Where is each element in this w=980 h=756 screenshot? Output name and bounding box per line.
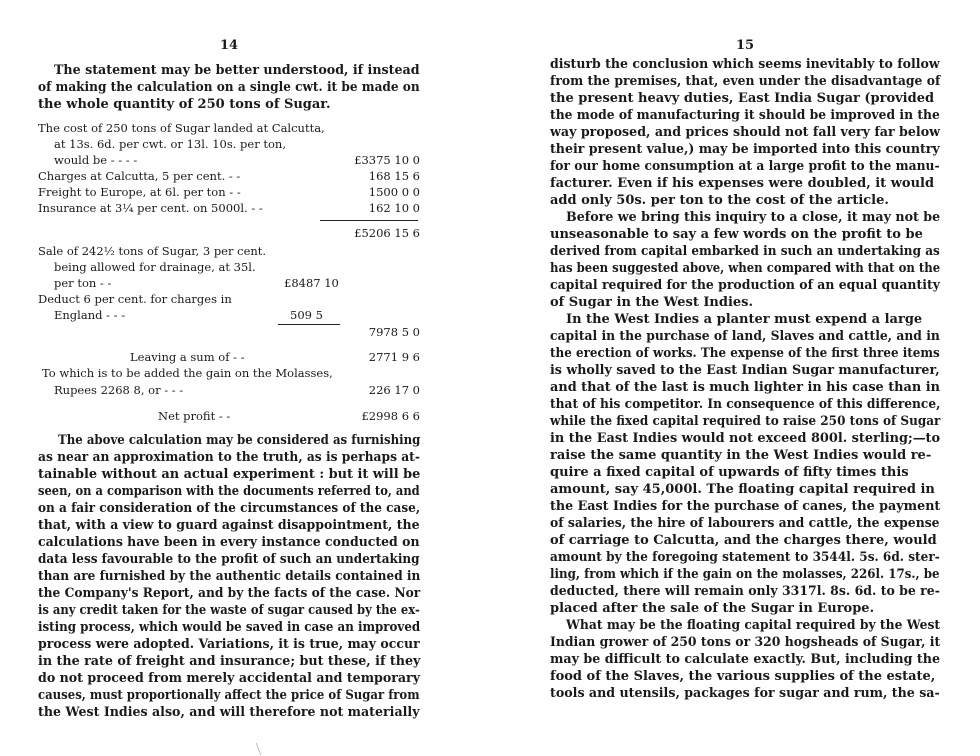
statement-label: England - - - [54,308,126,322]
body-line: disturb the conclusion which seems inevitably to follow [550,57,940,72]
statement-label: Rupees 2268 8, or - - - [54,383,184,397]
body-line: on a fair consideration of the circumstances of the case, [38,501,421,516]
body-line: has been suggested above, when compared with that on the [550,261,941,276]
body-line: in the rate of freight and insurance; but these, if they [38,654,421,669]
body-line: tainable without an actual experiment : but it will be [38,467,421,482]
statement-amount: 7978 5 0 [368,325,420,339]
statement-label: being allowed for drainage, at 35l. [54,260,256,274]
body-line: isting process, which would be saved in case an improved [38,620,421,635]
body-line: placed after the sale of the Sugar in Europe. [550,601,875,616]
statement-amount: 162 10 0 [368,201,420,215]
body-line: their present value,) may be imported into this country [550,142,940,157]
body-line: deducted, there will remain only 3317l. 8s. 6d. to be re- [550,584,940,599]
body-line: quire a fixed capital of upwards of fifty times this [550,465,909,480]
body-line: amount, say 45,000l. The floating capital required in [550,482,935,497]
body-line: the Company's Report, and by the facts of the case. Nor [38,586,421,601]
body-line: than are furnished by the authentic details contained in [38,569,421,584]
body-line: the present heavy duties, East India Sugar (provided [550,91,935,106]
body-line: unseasonable to say a few words on the profit to be [550,227,923,242]
body-line: of Sugar in the West Indies. [550,295,754,310]
statement-amount: 226 17 0 [368,383,420,397]
intro-line: of making the calculation on a single cwt. it be made on [38,80,420,95]
page-number: 15 [735,38,755,53]
body-line: the East Indies for the purchase of canes, the payment [550,499,941,514]
statement-label: per ton - - [54,276,112,290]
body-line: of carriage to Calcutta, and the charges there, would [550,533,937,548]
body-line: seen, on a comparison with the documents referred to, and [38,484,420,499]
body-line: as near an approximation to the truth, as is perhaps at- [38,450,420,465]
statement-amount: 2771 9 6 [368,350,420,364]
body-line: do not proceed from merely accidental and temporary [38,671,421,686]
body-line: may be difficult to calculate exactly. But, including the [550,652,941,667]
body-line: is any credit taken for the waste of sugar caused by the ex- [38,603,420,618]
body-line: from the premises, that, even under the disadvantage of [550,74,941,89]
body-line: Before we bring this inquiry to a close, it may not be [566,210,941,225]
body-line: is wholly saved to the East Indian Sugar manufacturer, [550,363,940,378]
body-line: Indian grower of 250 tons or 320 hogsheads of Sugar, it [550,635,941,650]
statement-label: Charges at Calcutta, 5 per cent. - - [38,169,241,183]
body-line: food of the Slaves, the various supplies of the estate, [550,669,936,684]
sum-rule [278,324,340,325]
left-page [38,0,420,756]
body-line: way proposed, and prices should not fall very far below [550,125,941,140]
statement-label: To which is to be added the gain on the Molasses, [42,366,333,380]
net-profit-label: Net profit - - [158,409,231,423]
statement-label: would be - - - - [54,153,138,167]
statement-label: Leaving a sum of - - [130,350,245,364]
statement-amount: £3375 10 0 [354,153,420,167]
right-page [550,0,940,756]
statement-amount: 1500 0 0 [368,185,420,199]
body-line: causes, must proportionally affect the price of Sugar from [38,688,420,703]
body-line: add only 50s. per ton to the cost of the article. [550,193,889,208]
statement-label: Freight to Europe, at 6l. per ton - - [38,185,241,199]
statement-amount-mid: 509 5 [290,308,323,322]
body-line: The above calculation may be considered as furnishing [58,433,421,448]
body-line: in the East Indies would not exceed 800l. sterling;—to [550,431,941,446]
statement-label: at 13s. 6d. per cwt. or 13l. 10s. per ton, [54,137,286,151]
body-line: the erection of works. The expense of the first three items [550,346,940,361]
intro-line: the whole quantity of 250 tons of Sugar. [38,97,331,112]
statement-label: Deduct 6 per cent. for charges in [38,292,232,306]
body-line: derived from capital embarked in such an undertaking as [550,244,940,259]
statement-label: Insurance at 3¼ per cent. on 5000l. - - [38,201,263,215]
net-profit-amount: £2998 6 6 [361,409,420,423]
statement-amount: 168 15 6 [368,169,420,183]
page-number: 14 [219,38,239,53]
body-line: calculations have been in every instance conducted on [38,535,420,550]
body-line: that of his competitor. In consequence of this difference, [550,397,941,412]
body-line: capital required for the production of an equal quantity [550,278,940,293]
body-line: ling, from which if the gain on the molasses, 226l. 17s., be [550,567,940,582]
statement-label: Sale of 242½ tons of Sugar, 3 per cent. [38,244,267,258]
body-line: raise the same quantity in the West Indies would re- [550,448,932,463]
body-line: while the fixed capital required to raise 250 tons of Sugar [550,414,941,429]
statement-label: The cost of 250 tons of Sugar landed at Calcutta, [38,121,325,135]
body-line: and that of the last is much lighter in his case than in [550,380,940,395]
body-line: that, with a view to guard against disappointment, the [38,518,420,533]
body-line: facturer. Even if his expenses were doubled, it would [550,176,935,191]
body-line: In the West Indies a planter must expend a large [566,312,923,327]
body-line: What may be the floating capital required by the West [566,618,941,633]
body-line: the mode of manufacturing it should be improved in the [550,108,940,123]
body-line: for our home consumption at a large profit to the manu- [550,159,940,174]
body-line: the West Indies also, and will therefore not materially [38,705,420,720]
body-line: of salaries, the hire of labourers and cattle, the expense [550,516,940,531]
sum-rule [320,220,418,221]
statement-total: £5206 15 6 [354,226,420,240]
statement-amount-mid: £8487 10 [284,276,339,290]
body-line: data less favourable to the profit of such an undertaking [38,552,420,567]
body-line: process were adopted. Variations, it is true, may occur [38,637,420,652]
intro-line: The statement may be better understood, if instead [54,63,420,78]
body-line: capital in the purchase of land, Slaves and cattle, and in [550,329,940,344]
body-line: tools and utensils, packages for sugar and rum, the sa- [550,686,940,701]
body-line: amount by the foregoing statement to 3544l. 5s. 6d. ster- [550,550,940,565]
